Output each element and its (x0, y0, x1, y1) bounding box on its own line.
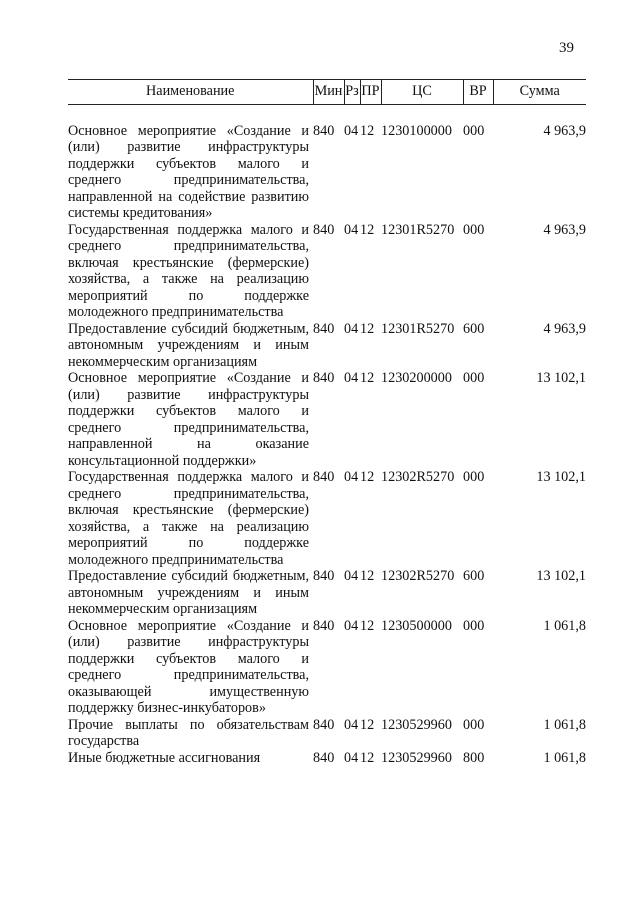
cell-pr: 12 (360, 370, 375, 386)
cell-rz: 04 (344, 370, 359, 386)
cell-pr: 12 (360, 716, 375, 733)
cell-min: 840 (313, 617, 335, 634)
cell-cs: 12302R5270 (381, 469, 455, 485)
cell-sum: 1 061,8 (543, 617, 586, 634)
cell-cs: 12302R5270 (381, 568, 455, 584)
cell-cs: 1230529960 (381, 716, 452, 733)
cell-vr: 000 (463, 716, 485, 733)
cell-rz: 04 (344, 122, 359, 139)
cell-vr: 600 (463, 568, 485, 584)
table-row (68, 750, 586, 767)
cell-min: 840 (313, 749, 335, 766)
cell-min: 840 (313, 716, 335, 733)
cell-sum: 13 102,1 (536, 568, 586, 584)
table-row (68, 370, 586, 469)
cell-sum: 4 963,9 (543, 122, 586, 139)
cell-cs: 1230200000 (381, 370, 452, 386)
cell-vr: 800 (463, 749, 485, 766)
cell-vr: 000 (463, 122, 485, 139)
cell-vr: 000 (463, 370, 485, 386)
cell-sum: 4 963,9 (543, 221, 586, 238)
cell-cs: 12301R5270 (381, 320, 455, 337)
cell-name: Государственная поддержка малого и среднего предпринимательства, включая крестьянские (фермерские) хозяйства, а также на реализацию мероприятий по поддержке молодежного предпринимательства (68, 469, 309, 568)
cell-rz: 04 (344, 749, 359, 766)
table-row (68, 568, 586, 618)
cell-min: 840 (313, 568, 335, 584)
cell-cs: 1230529960 (381, 749, 452, 766)
table-row (68, 469, 586, 568)
cell-rz: 04 (344, 617, 359, 634)
cell-cs: 1230500000 (381, 617, 452, 634)
header-pr: ПР (360, 80, 381, 105)
cell-name: Прочие выплаты по обязательствам государства (68, 716, 309, 749)
header-spacer (68, 104, 586, 123)
header-min: Мин (313, 80, 344, 105)
page-number: 39 (559, 40, 574, 56)
cell-sum: 1 061,8 (543, 716, 586, 733)
cell-name: Основное мероприятие «Создание и (или) развитие инфраструктуры поддержки субъектов малого и среднего предпринимательства, оказывающей имущественную поддержку бизнес-инкубаторов» (68, 617, 309, 716)
cell-cs: 1230100000 (381, 122, 452, 139)
cell-vr: 000 (463, 469, 485, 485)
cell-name: Предоставление субсидий бюджетным, автономным учреждениям и иным некоммерческим организациям (68, 320, 309, 370)
cell-min: 840 (313, 122, 335, 139)
header-sum: Сумма (493, 80, 586, 105)
header-cs: ЦС (381, 80, 463, 105)
cell-name: Основное мероприятие «Создание и (или) развитие инфраструктуры поддержки субъектов малого и среднего предпринимательства, направленной на содействие развитию системы кредитования» (68, 122, 309, 221)
cell-rz: 04 (344, 320, 359, 337)
cell-min: 840 (313, 469, 335, 485)
cell-name: Предоставление субсидий бюджетным, автономным учреждениям и иным некоммерческим организациям (68, 568, 309, 617)
table-body (68, 104, 586, 766)
cell-sum: 13 102,1 (536, 469, 586, 485)
cell-min: 840 (313, 221, 335, 238)
header-vr: ВР (463, 80, 493, 105)
cell-name: Государственная поддержка малого и среднего предпринимательства, включая крестьянские (фермерские) хозяйства, а также на реализацию мероприятий по поддержке молодежного предпринимательства (68, 221, 309, 320)
budget-table (68, 79, 586, 766)
header-rz: Рз (344, 80, 360, 105)
table-row (68, 717, 586, 750)
cell-min: 840 (313, 370, 335, 386)
cell-pr: 12 (360, 617, 375, 634)
cell-sum: 1 061,8 (543, 749, 586, 766)
cell-name: Основное мероприятие «Создание и (или) развитие инфраструктуры поддержки субъектов малого и среднего предпринимательства, направленной на оказание консультационной поддержки» (68, 370, 309, 469)
cell-cs: 12301R5270 (381, 221, 455, 238)
cell-vr: 000 (463, 221, 485, 238)
table-header-row (68, 80, 586, 105)
table-row (68, 123, 586, 222)
cell-pr: 12 (360, 320, 375, 337)
cell-pr: 12 (360, 122, 375, 139)
cell-rz: 04 (344, 716, 359, 733)
cell-rz: 04 (344, 221, 359, 238)
cell-sum: 13 102,1 (536, 370, 586, 386)
cell-pr: 12 (360, 749, 375, 766)
table-row (68, 222, 586, 321)
header-name: Наименование (68, 80, 313, 105)
cell-rz: 04 (344, 568, 359, 584)
cell-name: Иные бюджетные ассигнования (68, 749, 261, 766)
cell-pr: 12 (360, 568, 375, 584)
cell-vr: 000 (463, 617, 485, 634)
table-row (68, 618, 586, 717)
cell-sum: 4 963,9 (543, 320, 586, 337)
cell-vr: 600 (463, 320, 485, 337)
table-row (68, 321, 586, 371)
cell-rz: 04 (344, 469, 359, 485)
cell-pr: 12 (360, 221, 375, 238)
cell-min: 840 (313, 320, 335, 337)
cell-pr: 12 (360, 469, 375, 485)
